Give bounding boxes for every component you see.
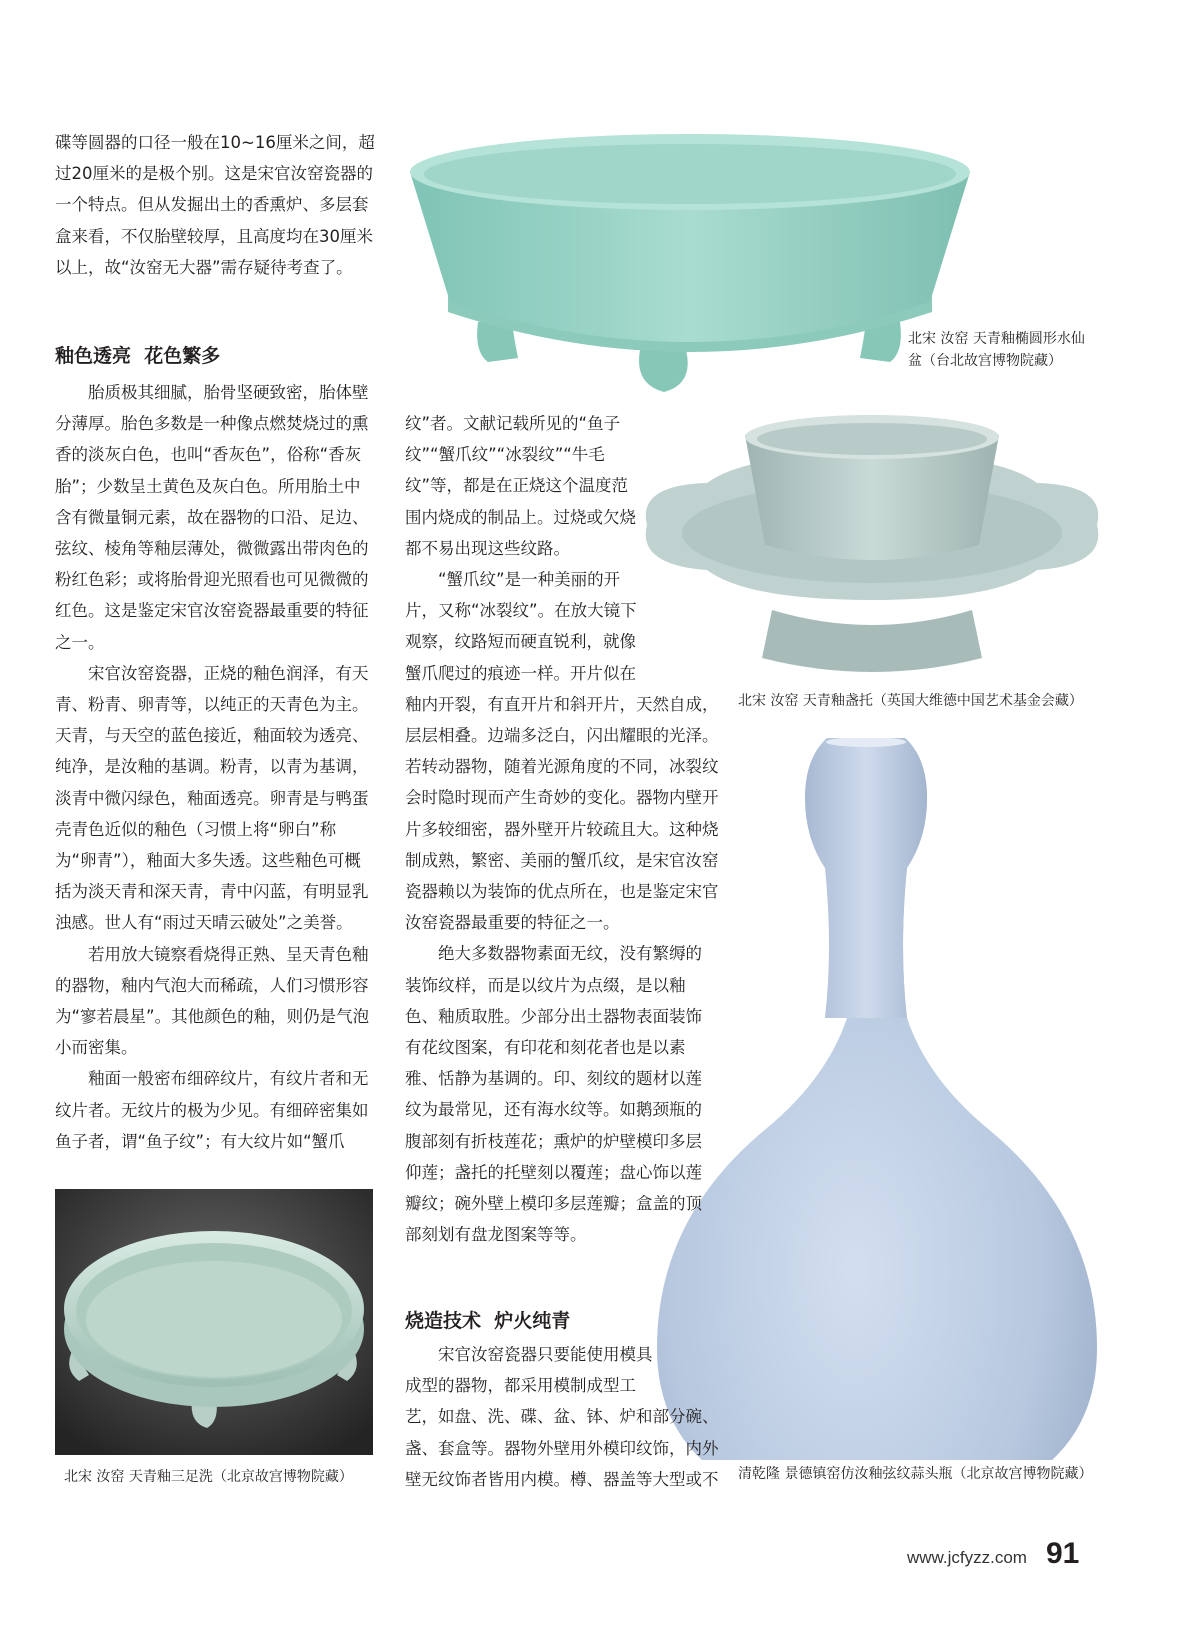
page-number: 91 [1046,1537,1080,1570]
wrap-spacer [657,1339,727,1401]
tripod-washer-photo [55,1189,373,1455]
paragraph: 宋官汝窑瓷器只要能使用模具成型的器物，都采用模制成型工艺，如盘、洗、碟、盆、钵、炉和部分碗、盏、套盒等。器物外壁用外模印纹饰，内外壁无纹饰者皆用内模。樽、器盖等大型或不 [405,1345,719,1489]
caption-tripod-washer: 北宋 汝窑 天青釉三足洗（北京故宫博物院藏） [64,1469,353,1485]
caption-cup-stand: 北宋 汝窑 天青釉盏托（英国大维德中国艺术基金会藏） [738,693,1083,709]
caption-narcissus-basin: 北宋 汝窑 天青釉椭圆形水仙盆（台北故宫博物院藏） [908,331,1085,369]
left-column-body [55,377,377,1157]
paragraph: 宋官汝窑瓷器，正烧的釉色润泽，有天青、粉青、卵青等，以纯正的天青色为主。天青，与天空的蓝色接近，釉面较为透亮、纯净，是汝釉的基调。粉青，以青为基调，淡青中微闪绿色，釉面透亮。卵青是与鸭蛋壳青色近似的釉色（习惯上将“卵白”称为“卵青”），釉面大多失透。这些釉色可概括为淡天青和深天青，青中闪蓝，有明显乳浊感。世人有“雨过天晴云破处”之美誉。 [55,663,369,933]
middle-column-body [405,408,727,1250]
caption-garlic-vase: 清乾隆 景德镇窑仿汝釉弦纹蒜头瓶（北京故宫博物院藏） [738,1466,1093,1482]
paragraph: “蟹爪纹”是一种美丽的开片，又称“冰裂纹”。在放大镜下观察，纹路短而硬直锐利，就像蟹爪爬过的痕迹一样。开片似在釉内开裂，有直开片和斜开片，天然自成，层层相叠。边端多泛白，闪出耀眼的光泽。若转动器物，随着光源角度的不同，冰裂纹会时隐时现而产生奇妙的变化。器物内壁开片多较细密，器外壁开片较疏且大。这种烧制成熟，繁密、美丽的蟹爪纹，是宋官汝窑瓷器赖以为装饰的优点所在，也是鉴定宋官汝窑瓷器最重要的特征之一。 [405,570,719,933]
paragraph: 绝大多数器物素面无纹，没有繁缛的装饰纹样，而是以纹片为点缀，是以釉色、釉质取胜。少部分出土器物表面装饰有花纹图案，有印花和刻花者也是以素雅、恬静为基调的。印、刻纹的题材以莲纹为最常见，还有海水纹等。如鹅颈瓶的腹部刻有折枝莲花；熏炉的炉壁模印多层仰莲；盏托的托壁刻以覆莲；盘心饰以莲瓣纹；碗外壁上模印多层莲瓣；盒盖的顶部刻划有盘龙图案等等。 [405,944,702,1245]
paragraph: 胎质极其细腻，胎骨坚硬致密，胎体壁分薄厚。胎色多数是一种像点燃焚烧过的熏香的淡灰白色，也叫“香灰色”，俗称“香灰胎”；少数呈土黄色及灰白色。所用胎土中含有微量铜元素，故在器物的口沿、足边、弦纹、棱角等釉层薄处，微微露出带肉色的粉红色彩；或将胎骨迎光照看也可见微微的红色。这是鉴定宋官汝窑瓷器最重要的特征之一。 [55,383,369,652]
paragraph: 纹”者。文献记载所见的“鱼子纹”“蟹爪纹”“冰裂纹”“牛毛纹”等，都是在正烧这个温度范围内烧成的制品上。过烧或欠烧都不易出现这些纹路。 [405,414,636,558]
left-column-intro [55,127,377,283]
paragraph: 若用放大镜察看烧得正熟、呈天青色釉的器物，釉内气泡大而稀疏，人们习惯形容为“寥若晨星”。其他颜色的釉，则仍是气泡小而密集。 [55,944,370,1058]
wrap-spacer [637,408,727,658]
section-heading-glaze: 釉色透亮 花色繁多 [55,345,221,367]
middle-column-firing [405,1339,727,1495]
paragraph: 碟等圆器的口径一般在10~16厘米之间，超过20厘米的是极个别。这是宋官汝窑瓷器的一个特点。但从发掘出土的香熏炉、多层套盒来看，不仅胎壁较厚，且高度均在30厘米以上，故“汝窑无大器”需存疑待考查了。 [55,133,375,277]
footer-url: www.jcfyzz.com [907,1548,1027,1567]
section-heading-firing: 烧造技术 炉火纯青 [405,1310,571,1332]
wrap-spacer [707,958,727,1228]
paragraph: 釉面一般密布细碎纹片，有纹片者和无纹片者。无纹片的极为少见。有细碎密集如鱼子者，谓“鱼子纹”；有大纹片如“蟹爪 [55,1069,369,1151]
wrap-spacer [721,658,727,958]
narcissus-basin-photo [400,122,980,394]
